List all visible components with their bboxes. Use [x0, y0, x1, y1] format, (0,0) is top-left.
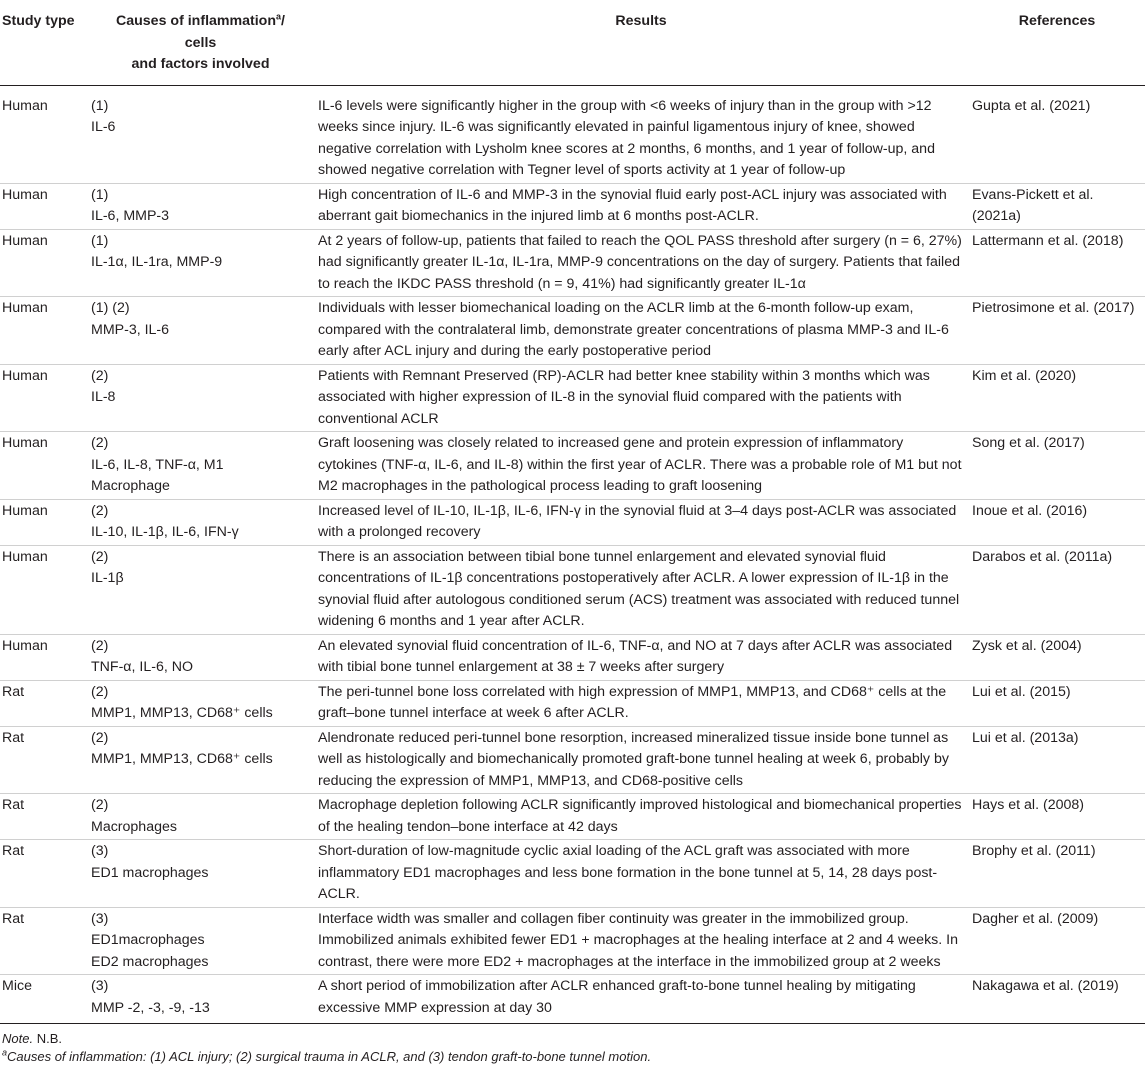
header-references: References	[969, 0, 1145, 85]
table-row	[0, 499, 1145, 545]
cell-reference: Lui et al. (2015)	[969, 680, 1145, 726]
cell-causes	[88, 229, 313, 297]
table-row	[0, 840, 1145, 908]
footnote-sup: a	[2, 1047, 8, 1058]
cell-result: The peri-tunnel bone loss correlated with high expression of MMP1, MMP13, and CD68⁺ cells at the graft–bone tunnel interface at week 6 after ACLR.	[313, 680, 969, 726]
cause-code: (1)	[91, 97, 109, 114]
header-causes	[88, 0, 313, 85]
cause-factors: IL-1β	[91, 570, 124, 586]
cell-study-type: Rat	[0, 726, 88, 794]
cause-code: (2)	[91, 502, 109, 519]
footnote-text: Causes of inflammation: (1) ACL injury; (2) surgical trauma in ACLR, and (3) tendon graft-to-bone tunnel motion.	[7, 1049, 652, 1064]
cell-study-type: Human	[0, 499, 88, 545]
cell-result: Graft loosening was closely related to increased gene and protein expression of inflammatory cytokines (TNF-α, IL-6, and IL-8) within the first year of ACLR. There was a probable role of M1 but not M2 macrophages in the pathological process leading to graft loosening	[313, 432, 969, 500]
cell-reference: Hays et al. (2008)	[969, 794, 1145, 840]
header-study-type: Study type	[0, 0, 88, 85]
cause-code: (3)	[91, 843, 109, 859]
table-row	[0, 680, 1145, 726]
cell-causes	[88, 183, 313, 229]
cell-reference: Darabos et al. (2011a)	[969, 545, 1145, 634]
cell-result: At 2 years of follow-up, patients that failed to reach the QOL PASS threshold after surgery (n = 6, 27%) had significantly greater IL-1α, IL-1ra, MMP-9 concentrations on the day of surgery. Patients that failed to reach the IKDC PASS threshold (n = 9, 41%) had significantly greater IL-1α	[313, 229, 969, 297]
cause-factors: IL-6	[91, 119, 116, 135]
cell-study-type: Mice	[0, 975, 88, 1024]
cell-causes	[88, 364, 313, 432]
cell-causes	[88, 432, 313, 500]
cell-result: Patients with Remnant Preserved (RP)-ACLR had better knee stability within 3 months which was associated with higher expression of IL-8 in the synovial fluid compared with the patients with conventional ACLR	[313, 364, 969, 432]
cell-result: Increased level of IL-10, IL-1β, IL-6, IFN-γ in the synovial fluid at 3–4 days post-ACLR was associated with a prolonged recovery	[313, 499, 969, 545]
cell-reference: Inoue et al. (2016)	[969, 499, 1145, 545]
cell-result: IL-6 levels were significantly higher in the group with <6 weeks of injury than in the group with >12 weeks since injury. IL-6 was significantly elevated in painful ligamentous injury of knee, showed negative correlation with Lysholm knee scores at 2 months, 6 months, and 1 year of follow-up, and showed negative correlation with Tegner level of sports activity at 1 year of follow-up	[313, 85, 969, 183]
cell-causes	[88, 85, 313, 183]
cell-reference: Evans-Pickett et al. (2021a)	[969, 183, 1145, 229]
cell-result: An elevated synovial fluid concentration of IL-6, TNF-α, and NO at 7 days after ACLR was associated with tibial bone tunnel enlargement at 38 ± 7 weeks after surgery	[313, 634, 969, 680]
cause-factors: Macrophage	[91, 478, 170, 494]
cell-reference: Song et al. (2017)	[969, 432, 1145, 500]
header-causes-slash: /	[281, 13, 285, 29]
cell-reference: Pietrosimone et al. (2017)	[969, 297, 1145, 365]
cell-study-type: Rat	[0, 907, 88, 975]
cell-causes	[88, 634, 313, 680]
table-row	[0, 975, 1145, 1024]
cell-study-type: Human	[0, 432, 88, 500]
table-row	[0, 794, 1145, 840]
table-row	[0, 229, 1145, 297]
cause-factors: MMP1, MMP13, CD68⁺ cells	[91, 751, 273, 767]
header-causes-line1: Causes of inflammation	[115, 13, 277, 29]
cell-causes	[88, 545, 313, 634]
cell-reference: Nakagawa et al. (2019)	[969, 975, 1145, 1024]
cell-result: There is an association between tibial bone tunnel enlargement and elevated synovial fluid concentrations of IL-1β concentrations postoperatively after ACLR. A lower expression of IL-1β in the synovial fluid after autologous conditioned serum (ACS) treatment was associated with reduced tunnel widening 6 months and 1 year after ACLR.	[313, 545, 969, 634]
cause-factors: ED1macrophages	[91, 932, 205, 948]
cause-code: (2)	[91, 729, 109, 746]
cell-result: Macrophage depletion following ACLR significantly improved histological and biomechanical properties of the healing tendon–bone interface at 42 days	[313, 794, 969, 840]
table-row	[0, 545, 1145, 634]
cell-reference: Lui et al. (2013a)	[969, 726, 1145, 794]
table-row	[0, 85, 1145, 183]
cell-result: High concentration of IL-6 and MMP-3 in the synovial fluid early post-ACL injury was associated with aberrant gait biomechanics in the injured limb at 6 months post-ACLR.	[313, 183, 969, 229]
cause-code: (1)	[91, 232, 109, 249]
cause-code: (1) (2)	[91, 300, 130, 316]
cause-code: (1)	[91, 186, 109, 203]
cell-study-type: Human	[0, 545, 88, 634]
cell-result: Short-duration of low-magnitude cyclic axial loading of the ACL graft was associated with more inflammatory ED1 macrophages and less bone formation in the bone tunnel at 5, 14, 28 days post-ACLR.	[313, 840, 969, 908]
cause-factors: IL-6, IL-8, TNF-α, M1	[91, 456, 224, 473]
table-row	[0, 907, 1145, 975]
cell-study-type: Human	[0, 297, 88, 365]
header-row	[0, 0, 1145, 85]
cause-code: (3)	[91, 978, 109, 994]
cell-result: A short period of immobilization after ACLR enhanced graft-to-bone tunnel healing by mitigating excessive MMP expression at day 30	[313, 975, 969, 1024]
cause-factors: ED2 macrophages	[91, 953, 209, 970]
table-row	[0, 634, 1145, 680]
cell-reference: Kim et al. (2020)	[969, 364, 1145, 432]
table-footnote	[2, 1048, 651, 1066]
cause-factors: IL-10, IL-1β, IL-6, IFN-γ	[91, 524, 239, 540]
cell-study-type: Rat	[0, 794, 88, 840]
cell-study-type: Rat	[0, 840, 88, 908]
cell-study-type: Human	[0, 85, 88, 183]
cell-reference: Gupta et al. (2021)	[969, 85, 1145, 183]
table-row	[0, 726, 1145, 794]
header-causes-sup: a	[276, 11, 282, 22]
cause-factors: MMP -2, -3, -9, -13	[91, 999, 210, 1016]
header-results: Results	[313, 0, 969, 85]
table-row	[0, 183, 1145, 229]
cell-causes	[88, 840, 313, 908]
cell-result: Interface width was smaller and collagen fiber continuity was greater in the immobilized group. Immobilized animals exhibited fewer ED1 + macrophages at the healing interface at 2 and 4 weeks. In contrast, there were more ED2 + macrophages at the interface in the immobilized group at 2 weeks	[313, 907, 969, 975]
note-text: N.B.	[33, 1031, 62, 1046]
cell-result: Alendronate reduced peri-tunnel bone resorption, increased mineralized tissue inside bone tunnel as well as histologically and biomechanically promoted graft-bone tunnel healing at week 6, probably by reducing the expression of MMP1, MMP13, and CD68-positive cells	[313, 726, 969, 794]
table-row	[0, 432, 1145, 500]
cell-causes	[88, 680, 313, 726]
cause-code: (3)	[91, 910, 109, 927]
cell-study-type: Human	[0, 183, 88, 229]
cell-reference: Brophy et al. (2011)	[969, 840, 1145, 908]
cause-code: (2)	[91, 367, 109, 384]
note-label: Note.	[2, 1031, 34, 1046]
cause-factors: IL-1α, IL-1ra, MMP-9	[91, 254, 223, 270]
cell-causes	[88, 907, 313, 975]
cause-code: (2)	[91, 683, 109, 700]
cause-factors: TNF-α, IL-6, NO	[91, 659, 194, 675]
header-causes-line2: cells	[184, 34, 217, 51]
header-causes-line3: and factors involved	[131, 56, 270, 72]
cause-code: (2)	[91, 548, 109, 565]
cell-result: Individuals with lesser biomechanical loading on the ACLR limb at the 6-month follow-up exam, compared with the contralateral limb, demonstrate greater concentrations of plasma MMP-3 and IL-6 early after ACL injury and during the early postoperative period	[313, 297, 969, 365]
cause-factors: Macrophages	[91, 818, 177, 835]
cell-causes	[88, 726, 313, 794]
cause-code: (2)	[91, 797, 109, 813]
cause-code: (2)	[91, 435, 109, 451]
table-note	[2, 1030, 62, 1048]
cell-study-type: Human	[0, 634, 88, 680]
cell-reference: Zysk et al. (2004)	[969, 634, 1145, 680]
cell-study-type: Human	[0, 229, 88, 297]
cell-study-type: Human	[0, 364, 88, 432]
cause-code: (2)	[91, 637, 109, 654]
cell-reference: Dagher et al. (2009)	[969, 907, 1145, 975]
cause-factors: ED1 macrophages	[91, 864, 209, 881]
cause-factors: MMP1, MMP13, CD68⁺ cells	[91, 705, 273, 721]
cell-causes	[88, 975, 313, 1024]
cell-causes	[88, 794, 313, 840]
table-row	[0, 364, 1145, 432]
cause-factors: IL-8	[91, 389, 116, 405]
table-row	[0, 297, 1145, 365]
cell-reference: Lattermann et al. (2018)	[969, 229, 1145, 297]
table-body	[0, 85, 1145, 1024]
cell-causes	[88, 297, 313, 365]
cause-factors: MMP-3, IL-6	[91, 321, 170, 338]
cause-factors: IL-6, MMP-3	[91, 208, 170, 224]
cell-causes	[88, 499, 313, 545]
cell-study-type: Rat	[0, 680, 88, 726]
